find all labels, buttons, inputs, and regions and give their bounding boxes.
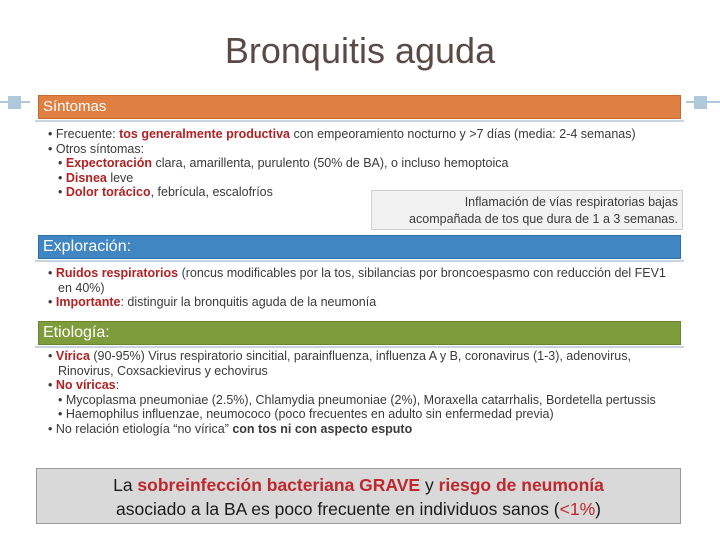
list-item: • Vírica (90-95%) Virus respiratorio sincitial, parainfluenza, influenza A y B, coronavirus (1-3), adenovirus, Rinovirus, Coxsackievirus y echovirus — [48, 349, 631, 378]
list-item: • Haemophilus influenzae, neumococo (poco frecuentes en adulto sin enfermedad previa) — [58, 407, 554, 421]
list-item: • Mycoplasma pneumoniae (2.5%), Chlamydia pneumoniae (2%), Moraxella catarrhalis, Bordetella pertussis — [58, 392, 656, 407]
list-item: • Disnea leve — [58, 170, 134, 185]
section-title: Exploración: — [43, 238, 132, 255]
section-title: Síntomas — [43, 98, 107, 115]
conclusion-box — [36, 468, 681, 524]
decor-rule-right — [686, 101, 720, 103]
slide-title: Bronquitis aguda — [224, 30, 496, 71]
list-item: • Importante: distinguir la bronquitis aguda de la neumonía — [48, 295, 377, 309]
section-body-exploracion — [38, 266, 681, 310]
section-header-etiologia — [38, 321, 681, 345]
section-header-sintomas — [38, 95, 681, 119]
list-item: • Dolor torácico, febrícula, escalofríos — [58, 185, 273, 199]
tooltip-line: acompañada de tos que dura de 1 a 3 semanas. — [409, 212, 678, 226]
conclusion-line-1: La sobreinfección bacteriana GRAVE y riesgo de neumonía — [113, 475, 604, 495]
list-item: • No víricas: — [48, 378, 120, 392]
list-item: • Otros síntomas: — [48, 141, 145, 156]
section-header-exploracion — [38, 235, 681, 259]
decor-rule-left — [0, 101, 30, 103]
list-item: • Frecuente: tos generalmente productiva con empeoramiento nocturno y >7 días (media: 2-4 semanas) — [48, 127, 636, 141]
section-body-etiologia — [38, 349, 681, 436]
list-item: • No relación etiología “no vírica” con tos ni con aspecto esputo — [48, 421, 413, 436]
section-title: Etiología: — [43, 324, 110, 341]
list-item: • Ruidos respiratorios (roncus modificables por la tos, sibilancias por broncoespasmo con reducción del FEV1 en 40%) — [48, 266, 666, 295]
list-item: • Expectoración clara, amarillenta, purulento (50% de BA), o incluso hemoptoica — [58, 156, 509, 170]
conclusion-line-2: asociado a la BA es poco frecuente en individuos sanos (<1%) — [116, 499, 601, 519]
definition-tooltip — [371, 190, 683, 230]
tooltip-line: Inflamación de vías respiratorias bajas — [464, 195, 678, 209]
section-body-sintomas — [38, 127, 681, 200]
